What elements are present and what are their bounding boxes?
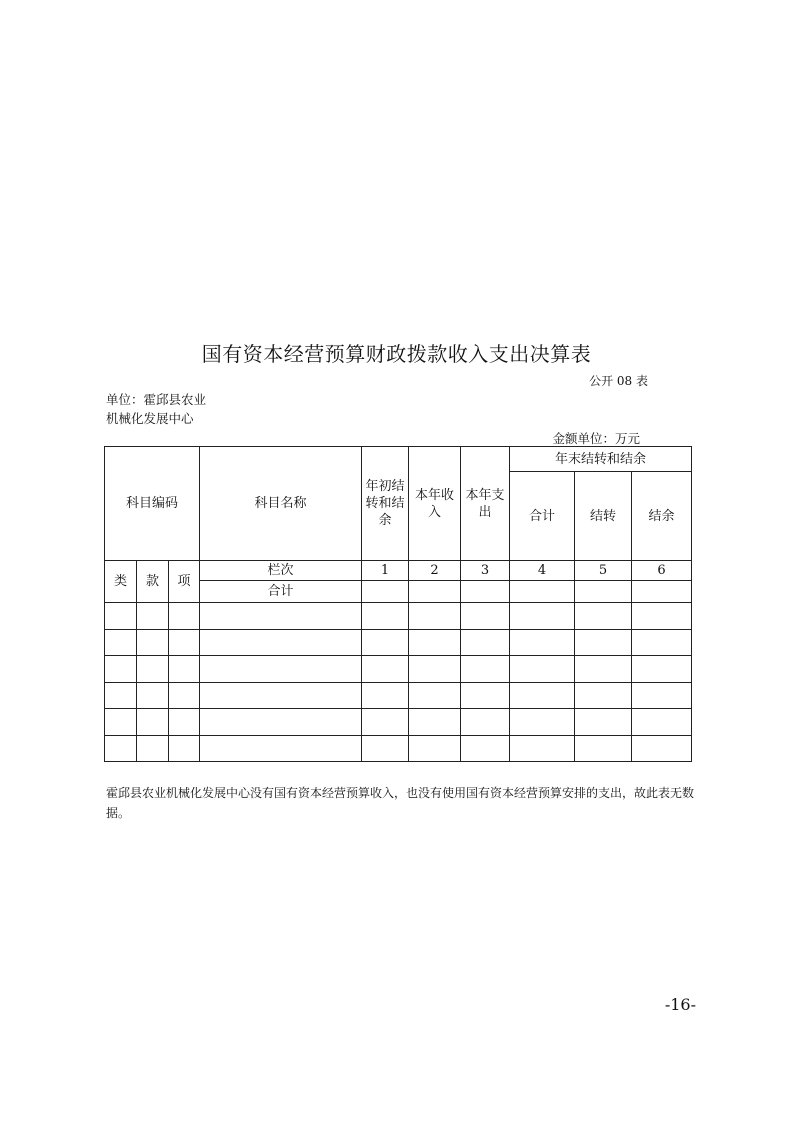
table-cell bbox=[575, 629, 632, 656]
table-cell bbox=[632, 682, 692, 709]
table-cell bbox=[510, 629, 575, 656]
table-cell bbox=[137, 735, 169, 762]
table-cell bbox=[137, 709, 169, 736]
table-cell bbox=[510, 656, 575, 683]
table-cell bbox=[200, 682, 362, 709]
total-cell bbox=[409, 581, 461, 603]
header-subject-code: 科目编码 bbox=[105, 447, 200, 561]
table-cell bbox=[632, 735, 692, 762]
table-cell bbox=[137, 656, 169, 683]
table-cell bbox=[169, 629, 200, 656]
table-cell bbox=[105, 682, 137, 709]
money-unit-label: 金额单位：万元 bbox=[552, 431, 640, 446]
header-category: 类 bbox=[105, 561, 137, 603]
table-cell bbox=[409, 629, 461, 656]
header-year-end-total: 合计 bbox=[510, 472, 575, 561]
table-cell bbox=[105, 735, 137, 762]
report-title: 国有资本经营预算财政拨款收入支出决算表 bbox=[201, 342, 592, 366]
table-cell bbox=[362, 656, 409, 683]
total-label: 合计 bbox=[200, 581, 362, 603]
sequence-cell: 3 bbox=[461, 561, 510, 581]
header-current-expense: 本年支出 bbox=[461, 447, 510, 561]
header-year-end-group: 年末结转和结余 bbox=[510, 447, 692, 472]
total-cell bbox=[461, 581, 510, 603]
header-item: 项 bbox=[169, 561, 200, 603]
form-code: 公开 08 表 bbox=[589, 374, 648, 388]
table-cell bbox=[169, 735, 200, 762]
table-cell bbox=[362, 603, 409, 630]
sequence-cell: 5 bbox=[575, 561, 632, 581]
table-cell bbox=[575, 709, 632, 736]
table-cell bbox=[200, 735, 362, 762]
table-cell bbox=[632, 629, 692, 656]
table-row bbox=[105, 682, 692, 709]
header-year-end-surplus: 结余 bbox=[632, 472, 692, 561]
table-cell bbox=[362, 709, 409, 736]
table-cell bbox=[461, 682, 510, 709]
sequence-cell: 1 bbox=[362, 561, 409, 581]
table-cell bbox=[105, 603, 137, 630]
table-cell bbox=[200, 603, 362, 630]
table-cell bbox=[169, 603, 200, 630]
header-current-income: 本年收入 bbox=[409, 447, 461, 561]
table-cell bbox=[169, 709, 200, 736]
budget-table bbox=[104, 446, 692, 762]
table-cell bbox=[510, 735, 575, 762]
page-number: -16- bbox=[664, 995, 696, 1014]
table-cell bbox=[362, 629, 409, 656]
table-cell bbox=[409, 603, 461, 630]
total-cell bbox=[575, 581, 632, 603]
table-cell bbox=[137, 603, 169, 630]
table-cell bbox=[105, 629, 137, 656]
sequence-row bbox=[105, 561, 692, 581]
footnote: 霍邱县农业机械化发展中心没有国有资本经营预算收入，也没有使用国有资本经营预算安排的支出，故此表无数据。 bbox=[106, 786, 695, 820]
table-cell bbox=[461, 629, 510, 656]
table-row bbox=[105, 735, 692, 762]
table-cell bbox=[200, 656, 362, 683]
unit-label: 单位：霍邱县农业机械化发展中心 bbox=[106, 392, 207, 426]
table-cell bbox=[409, 682, 461, 709]
table-cell bbox=[362, 682, 409, 709]
table-cell bbox=[461, 603, 510, 630]
table-cell bbox=[137, 682, 169, 709]
table-cell bbox=[575, 603, 632, 630]
table-cell bbox=[169, 656, 200, 683]
table-cell bbox=[510, 709, 575, 736]
table-cell bbox=[105, 709, 137, 736]
table-cell bbox=[632, 656, 692, 683]
table-cell bbox=[510, 603, 575, 630]
table-cell bbox=[169, 682, 200, 709]
table-cell bbox=[137, 629, 169, 656]
table-cell bbox=[409, 709, 461, 736]
table-cell bbox=[409, 656, 461, 683]
table-row bbox=[105, 709, 692, 736]
table-row bbox=[105, 656, 692, 683]
table-cell bbox=[200, 709, 362, 736]
table-cell bbox=[105, 656, 137, 683]
table-cell bbox=[461, 709, 510, 736]
sequence-cell: 2 bbox=[409, 561, 461, 581]
header-opening-balance: 年初结转和结余 bbox=[362, 447, 409, 561]
total-cell bbox=[632, 581, 692, 603]
table-cell bbox=[461, 656, 510, 683]
total-cell bbox=[510, 581, 575, 603]
table-cell bbox=[575, 735, 632, 762]
header-section: 款 bbox=[137, 561, 169, 603]
table-cell bbox=[200, 629, 362, 656]
table-row bbox=[105, 629, 692, 656]
sequence-cell: 4 bbox=[510, 561, 575, 581]
table-cell bbox=[575, 682, 632, 709]
table-cell bbox=[461, 735, 510, 762]
table-cell bbox=[362, 735, 409, 762]
table-cell bbox=[632, 709, 692, 736]
sequence-label: 栏次 bbox=[200, 561, 362, 581]
total-cell bbox=[362, 581, 409, 603]
table-cell bbox=[510, 682, 575, 709]
table-cell bbox=[632, 603, 692, 630]
header-row-top bbox=[105, 447, 692, 472]
sequence-cell: 6 bbox=[632, 561, 692, 581]
table-cell bbox=[575, 656, 632, 683]
table-cell bbox=[409, 735, 461, 762]
header-year-end-carryover: 结转 bbox=[575, 472, 632, 561]
table-row bbox=[105, 603, 692, 630]
header-subject-name: 科目名称 bbox=[200, 447, 362, 561]
